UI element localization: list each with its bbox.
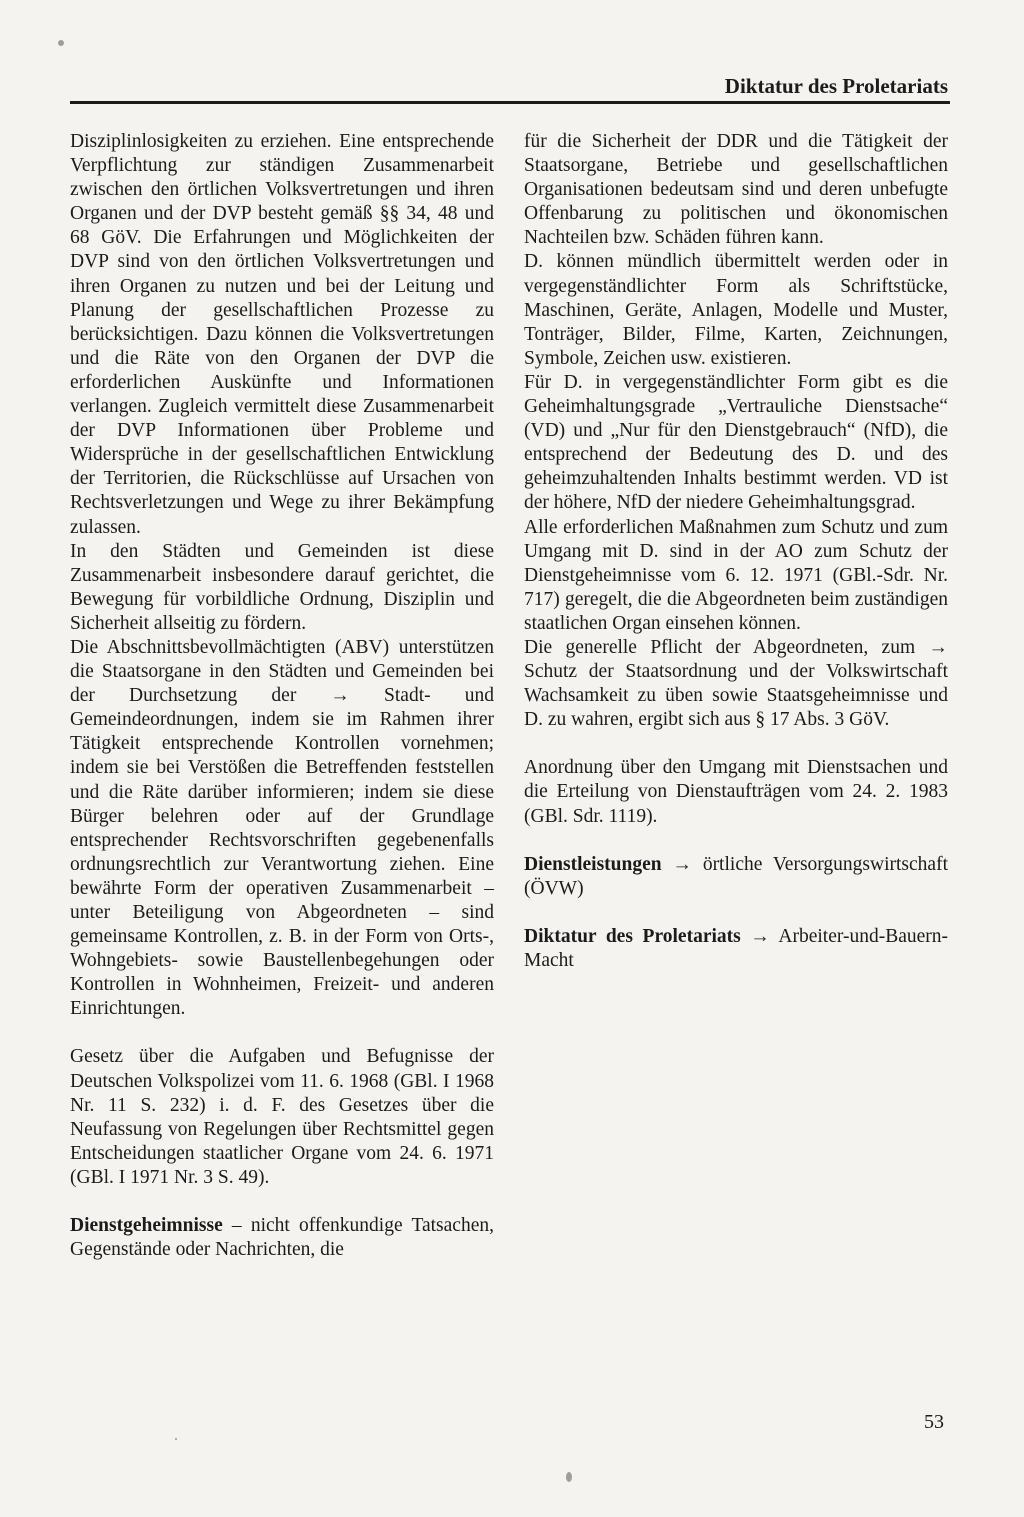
spacer (524, 732, 948, 756)
entry-definition: → Arbeiter-und-Bauern-Macht (524, 925, 948, 971)
dictionary-entry (70, 1214, 494, 1262)
paragraph: D. können mündlich übermittelt werden oder in vergegenständlichter Form als Schriftstücke, Maschinen, Geräte, Anlagen, Modelle und Muster, Tonträger, Bilder, Filme, Karten, Zeichnungen, Symbole, Zeichen usw. existieren. (524, 251, 948, 369)
entry-definition: – nicht offenkundige Tatsachen, Gegenstände oder Nachrichten, die (70, 1215, 494, 1261)
page-number: 53 (924, 1411, 944, 1433)
dictionary-entry (524, 925, 948, 973)
dictionary-entry (524, 853, 948, 901)
spacer (70, 1021, 494, 1045)
left-column (70, 130, 494, 1262)
entry-term: Dienstgeheimnisse (70, 1215, 223, 1237)
reference-note: Gesetz über die Aufgaben und Befugnisse der Deutschen Volkspolizei vom 11. 6. 1968 (GBl. I 1968 Nr. 11 S. 232) i. d. F. des Gesetzes über die Neufassung von Regelungen über Rechtsmittel gegen Entscheidungen staatlicher Organe vom 24. 6. 1971 (GBl. I 1971 Nr. 3 S. 49). (70, 1046, 494, 1188)
entry-definition: → örtliche Versorgungswirtschaft (ÖVW) (524, 853, 948, 899)
header-rule (70, 101, 950, 104)
entry-term: Dienstleistungen (524, 853, 662, 875)
scan-speck (566, 1472, 572, 1482)
paragraph: Die Abschnittsbevollmächtigten (ABV) unterstützen die Staatsorgane in den Städten und Gemeinden bei der Durchsetzung der → Stadt- und Gemeindeordnungen, indem sie im Rahmen ihrer Tätigkeit entsprechende Kontrollen vornehmen; indem sie bei Verstößen die Betreffenden feststellen und die Räte darüber informieren; indem sie diese Bürger belehren oder auf der Grundlage entsprechender Rechtsvorschriften gegebenenfalls ordnungsrechtlich zur Verantwortung ziehen. Eine bewährte Form der operativen Zusammenarbeit – unter Beteiligung von Abgeordneten – sind gemeinsame Kontrollen, z. B. in der Form von Orts-, Wohngebiets- sowie Baustellenbegehungen oder Kontrollen in Wohnheimen, Freizeit- und anderen Einrichtungen. (70, 636, 494, 1020)
paragraph: In den Städten und Gemeinden ist diese Zusammenarbeit insbesondere darauf gerichtet, die Bewegung für vorbildliche Ordnung, Disziplin und Sicherheit allseitig zu fördern. (70, 540, 494, 634)
spacer (524, 829, 948, 853)
running-header: Diktatur des Proletariats (724, 74, 948, 98)
paragraph: Alle erforderlichen Maßnahmen zum Schutz und zum Umgang mit D. sind in der AO zum Schutz der Dienstgeheimnisse vom 6. 12. 1971 (GBl.-Sdr. Nr. 717) geregelt, die die Abgeordneten beim zuständigen staatlichen Organ einsehen können. (524, 516, 948, 634)
spacer (524, 901, 948, 925)
scan-speck (58, 40, 64, 46)
paragraph: für die Sicherheit der DDR und die Tätigkeit der Staatsorgane, Betriebe und gesellschaftlichen Organisationen bedeutsam sind und deren unbefugte Offenbarung zu politischen und ökonomischen Nachteilen bzw. Schäden führen kann. (524, 131, 948, 249)
paragraph: Disziplinlosigkeiten zu erziehen. Eine entsprechende Verpflichtung zur ständigen Zusammenarbeit zwischen den örtlichen Volksvertretungen und ihren Organen und der DVP besteht gemäß §§ 34, 48 und 68 GöV. Die Erfahrungen und Möglichkeiten der DVP sind von den örtlichen Volksvertretungen und ihren Organen zu nutzen und bei der Leitung und Planung der gesellschaftlichen Prozesse zu berücksichtigen. Dazu können die Volksvertretungen und die Räte von den Organen der DVP die erforderlichen Auskünfte und Informationen verlangen. Zugleich vermittelt diese Zusammenarbeit der DVP Informationen über Probleme und Widersprüche in der gesellschaftlichen Entwicklung der Territorien, die Rückschlüsse auf Ursachen von Rechtsverletzungen und Wege zu ihrer Bekämpfung zulassen. (70, 131, 494, 538)
paragraph: Die generelle Pflicht der Abgeordneten, zum → Schutz der Staatsordnung und der Volkswirtschaft Wachsamkeit zu üben sowie Staatsgeheimnisse und D. zu wahren, ergibt sich aus § 17 Abs. 3 GöV. (524, 636, 948, 731)
right-column (524, 130, 948, 973)
reference-note: Anordnung über den Umgang mit Dienstsachen und die Erteilung von Dienstaufträgen vom 24. 2. 1983 (GBl. Sdr. 1119). (524, 757, 948, 827)
paragraph: Für D. in vergegenständlichter Form gibt es die Geheimhaltungsgrade „Vertrauliche Dienstsache“ (VD) und „Nur für den Dienstgebrauch“ (NfD), die entsprechend der Bedeutung des D. und des geheimzuhaltenden Inhalts bestimmt werden. VD ist der höhere, NfD der niedere Geheimhaltungsgrad. (524, 371, 948, 514)
scan-speck (175, 1438, 177, 1440)
spacer (70, 1190, 494, 1214)
entry-term: Diktatur des Proletariats (524, 925, 741, 947)
